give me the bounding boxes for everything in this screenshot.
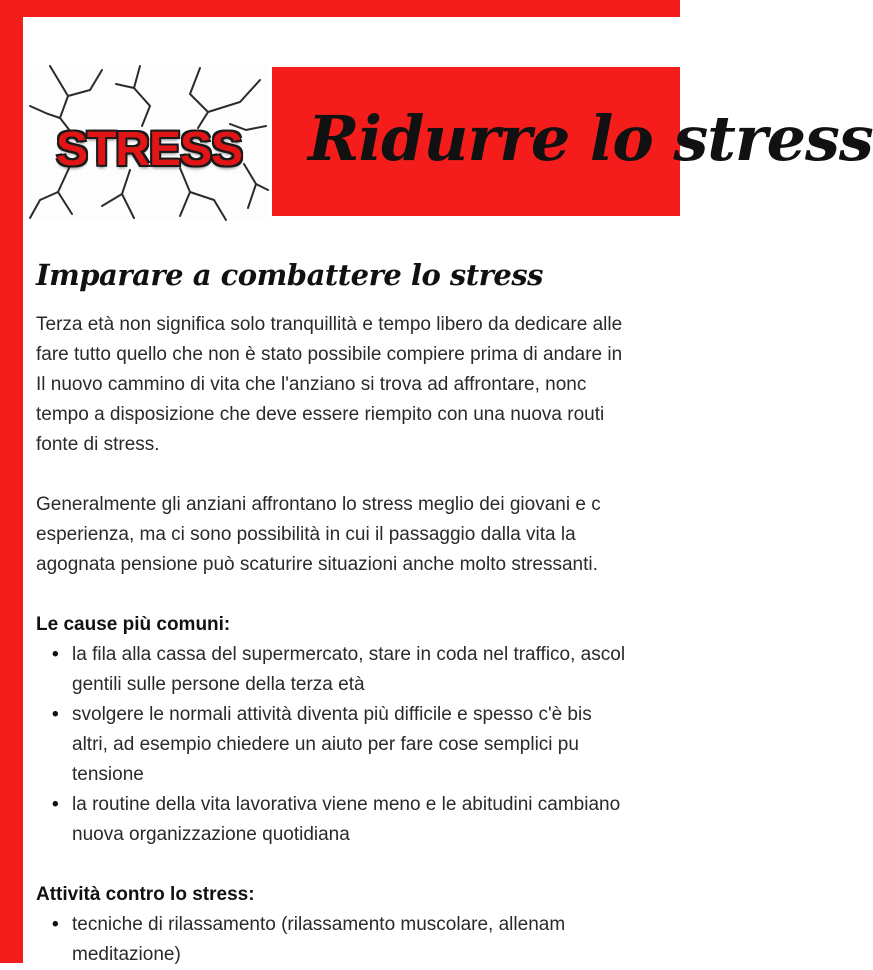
logo-text: STRESS: [55, 123, 243, 176]
causes-heading: Le cause più comuni:: [36, 614, 231, 635]
activities-list: [36, 910, 736, 970]
page-border-top: [0, 0, 680, 17]
intro-paragraph: Terza età non significa solo tranquillità e tempo libero da dedicare alle fare tutto quello che non è stato possibile compiere prima di andare in Il nuovo cammino di vita che l'anziano si trova ad affrontare, nonc tempo a disposizione che deve essere riempito con una nuova routi fonte di stress.: [36, 314, 623, 455]
list-item: • la fila alla cassa del supermercato, stare in coda nel traffico, ascol gentili sulle persone della terza età: [72, 640, 736, 700]
activities-heading: Attività contro lo stress:: [36, 884, 255, 905]
second-paragraph: Generalmente gli anziani affrontano lo stress meglio dei giovani e c esperienza, ma ci sono possibilità in cui il passaggio dalla vita la agognata pensione può scaturire situazioni anche molto stressanti.: [36, 494, 601, 575]
page-border-left: [0, 0, 23, 963]
title-banner: [272, 67, 873, 216]
article-body: [36, 258, 736, 970]
list-item: • la routine della vita lavorativa viene meno e le abitudini cambiano nuova organizzazione quotidiana: [72, 790, 736, 850]
page-title: Ridurre lo stress: [308, 102, 873, 175]
stress-logo-image: [30, 66, 268, 220]
section-title: Imparare a combattere lo stress: [36, 258, 543, 292]
list-item: • svolgere le normali attività diventa più difficile e spesso c'è bis altri, ad esempio chiedere un aiuto per fare cose semplici pu tensione: [72, 700, 736, 790]
causes-list: [36, 640, 736, 850]
list-item: • tecniche di rilassamento (rilassamento muscolare, allenam meditazione): [72, 910, 736, 970]
